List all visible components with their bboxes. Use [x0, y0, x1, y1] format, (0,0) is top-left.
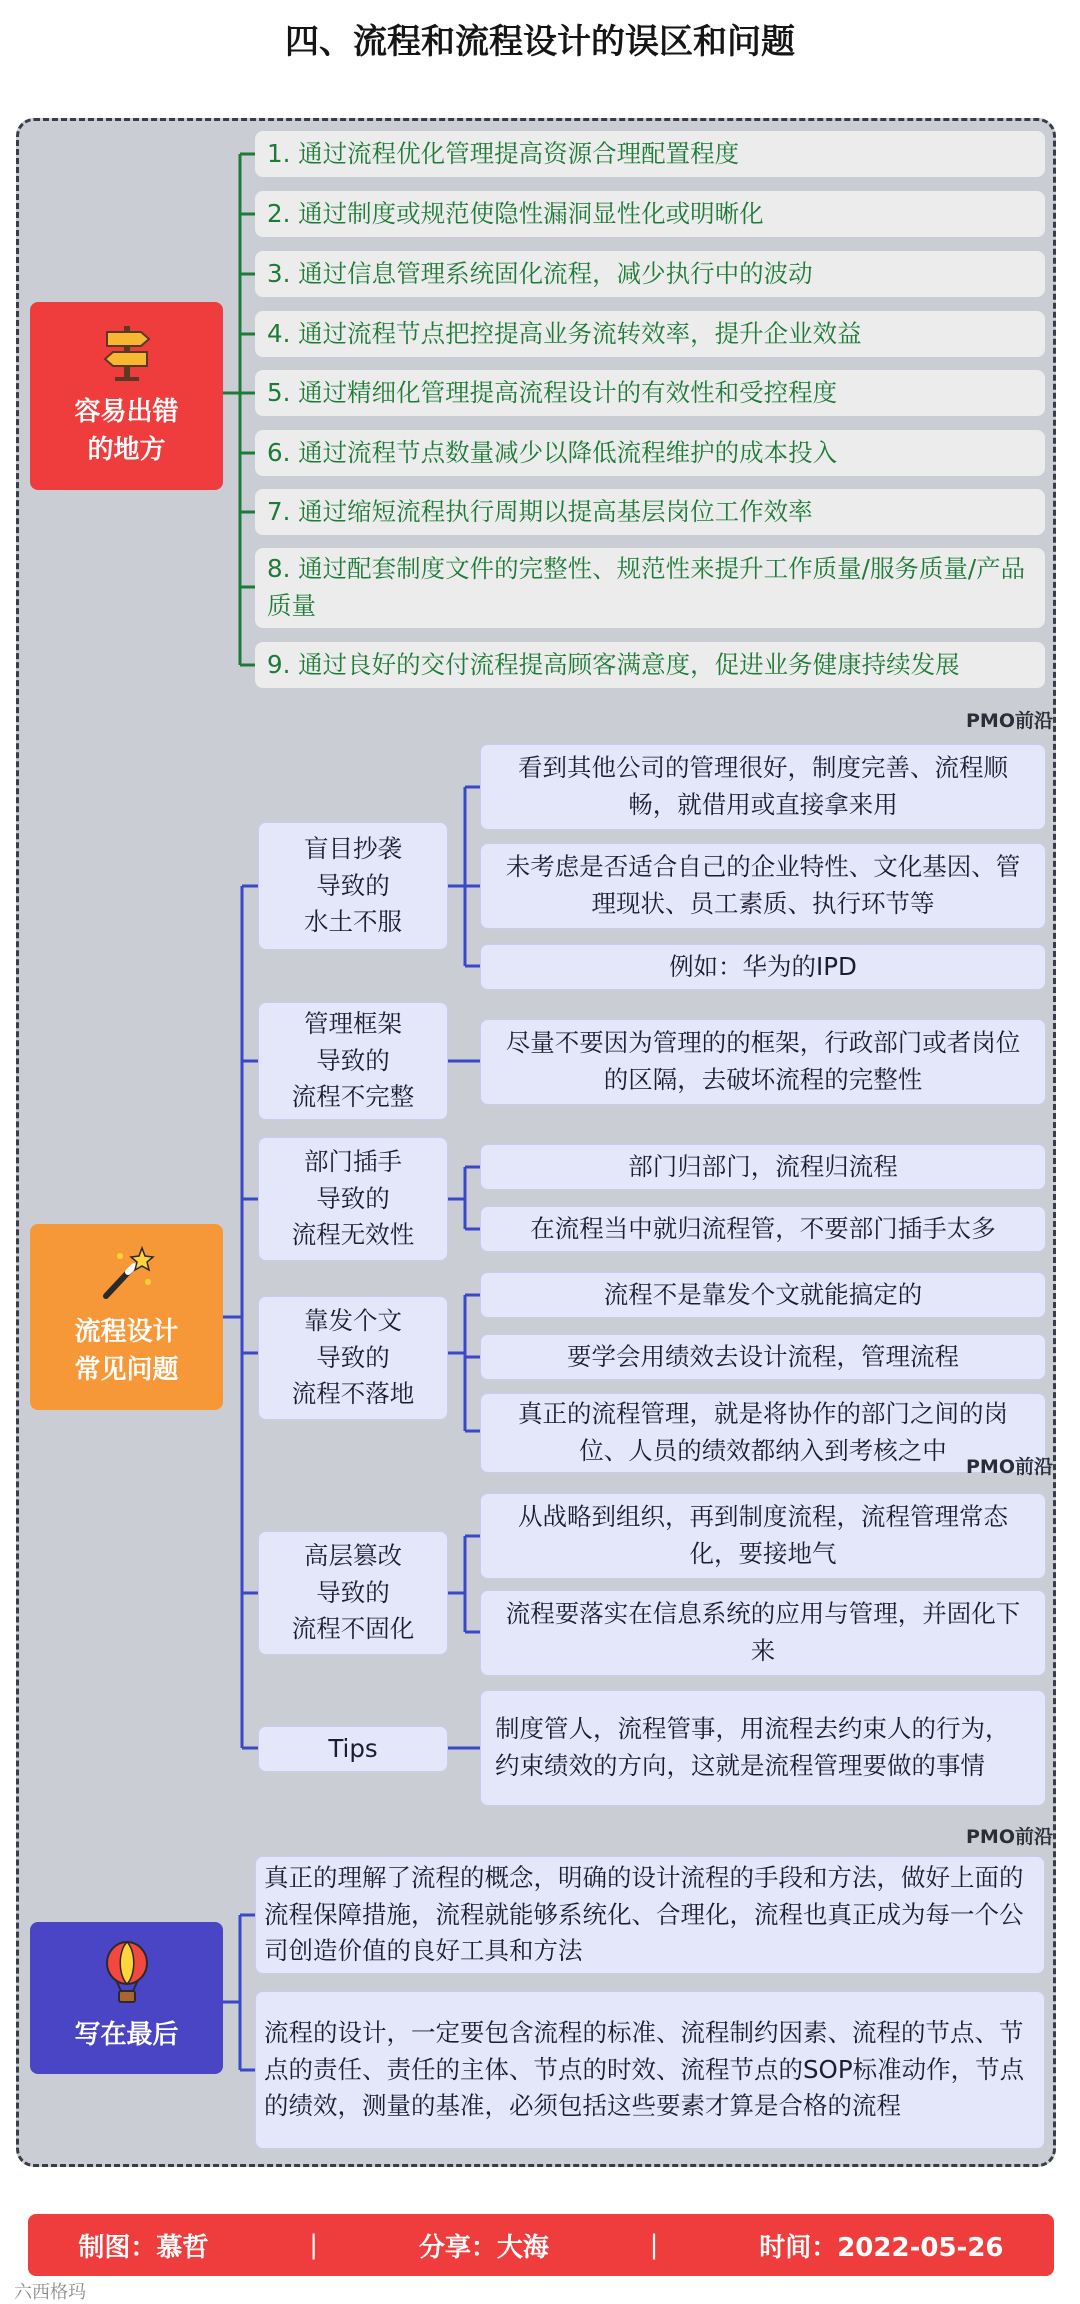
watermark-2: PMO前沿: [966, 1456, 1053, 1478]
problem-leaf-4-3: 真正的流程管理，就是将协作的部门之间的岗位、人员的绩效都纳入到考核之中: [480, 1393, 1046, 1473]
error-item-1: 1. 通过流程优化管理提高资源合理配置程度: [255, 131, 1045, 177]
footer-separator-1: |: [309, 2230, 318, 2260]
category-closing: [30, 1922, 223, 2074]
hot-air-balloon-icon: [102, 1941, 152, 2005]
error-item-7: 7. 通过缩短流程执行周期以提高基层岗位工作效率: [255, 489, 1045, 535]
category-problems-label-1: 流程设计: [74, 1317, 179, 1348]
footer-bar: [28, 2214, 1054, 2276]
error-item-6: 6. 通过流程节点数量减少以降低流程维护的成本投入: [255, 430, 1045, 476]
footer-share: 分享：大海: [418, 2232, 549, 2263]
problem-leaf-4-1: 流程不是靠发个文就能搞定的: [480, 1272, 1046, 1318]
problem-leaf-5-1: 从战略到组织，再到制度流程，流程管理常态化，要接地气: [480, 1493, 1046, 1579]
problem-leaf-tips: 制度管人，流程管事，用流程去约束人的行为，约束绩效的方向，这就是流程管理要做的事情: [480, 1690, 1046, 1806]
error-item-3: 3. 通过信息管理系统固化流程，减少执行中的波动: [255, 251, 1045, 297]
problem-group-2: 管理框架 导致的 流程不完整: [258, 1002, 448, 1120]
problem-leaf-1-2: 未考虑是否适合自己的企业特性、文化基因、管理现状、员工素质、执行环节等: [480, 843, 1046, 929]
category-problems-label-2: 常见问题: [74, 1355, 179, 1385]
category-errors-label-2: 的地方: [87, 435, 166, 465]
problem-leaf-2-1: 尽量不要因为管理的的框架，行政部门或者岗位的区隔，去破坏流程的完整性: [480, 1019, 1046, 1105]
error-item-4: 4. 通过流程节点把控提高业务流转效率，提升企业效益: [255, 311, 1045, 357]
watermark-3: PMO前沿: [966, 1826, 1053, 1848]
problem-leaf-3-2: 在流程当中就归流程管，不要部门插手太多: [480, 1206, 1046, 1252]
category-closing-label: 写在最后: [74, 2020, 179, 2051]
problem-group-1: 盲目抄袭 导致的 水土不服: [258, 822, 448, 950]
problem-leaf-1-3: 例如：华为的IPD: [480, 944, 1046, 990]
problem-group-4: 靠发个文 导致的 流程不落地: [258, 1296, 448, 1420]
signpost-icon: [101, 322, 153, 382]
corner-mark: 六西格玛: [14, 2282, 86, 2303]
page-title: 四、流程和流程设计的误区和问题: [285, 22, 795, 62]
category-errors-label-1: 容易出错: [74, 397, 179, 428]
category-errors: [30, 302, 223, 490]
problem-group-tips: Tips: [258, 1726, 448, 1772]
footer-date: 时间：2022-05-26: [759, 2232, 1004, 2263]
problem-leaf-5-2: 流程要落实在信息系统的应用与管理，并固化下来: [480, 1590, 1046, 1676]
footer-separator-2: |: [649, 2230, 659, 2260]
closing-item-2: 流程的设计，一定要包含流程的标准、流程制约因素、流程的节点、节点的责任、责任的主体、节点的时效、流程节点的SOP标准动作，节点的绩效，测量的基准，必须包括这些要素才算是合格的流程: [255, 1991, 1045, 2149]
problem-group-3: 部门插手 导致的 流程无效性: [258, 1137, 448, 1261]
problem-group-5: 高层篡改 导致的 流程不固化: [258, 1531, 448, 1655]
error-item-2: 2. 通过制度或规范使隐性漏洞显性化或明晰化: [255, 191, 1045, 237]
problem-leaf-3-1: 部门归部门，流程归流程: [480, 1144, 1046, 1190]
footer-author: 制图：慕哲: [78, 2232, 209, 2263]
problem-leaf-1-1: 看到其他公司的管理很好，制度完善、流程顺畅，就借用或直接拿来用: [480, 744, 1046, 830]
closing-item-1: 真正的理解了流程的概念，明确的设计流程的手段和方法，做好上面的流程保障措施，流程就能够系统化、合理化，流程也真正成为每一个公司创造价值的良好工具和方法: [255, 1856, 1045, 1974]
magic-wand-icon: [98, 1244, 156, 1302]
category-problems: [30, 1224, 223, 1410]
error-item-5: 5. 通过精细化管理提高流程设计的有效性和受控程度: [255, 370, 1045, 416]
problem-leaf-4-2: 要学会用绩效去设计流程，管理流程: [480, 1334, 1046, 1380]
watermark-1: PMO前沿: [966, 710, 1053, 732]
error-item-8: 8. 通过配套制度文件的完整性、规范性来提升工作质量/服务质量/产品质量: [255, 548, 1045, 628]
error-item-9: 9. 通过良好的交付流程提高顾客满意度，促进业务健康持续发展: [255, 642, 1045, 688]
